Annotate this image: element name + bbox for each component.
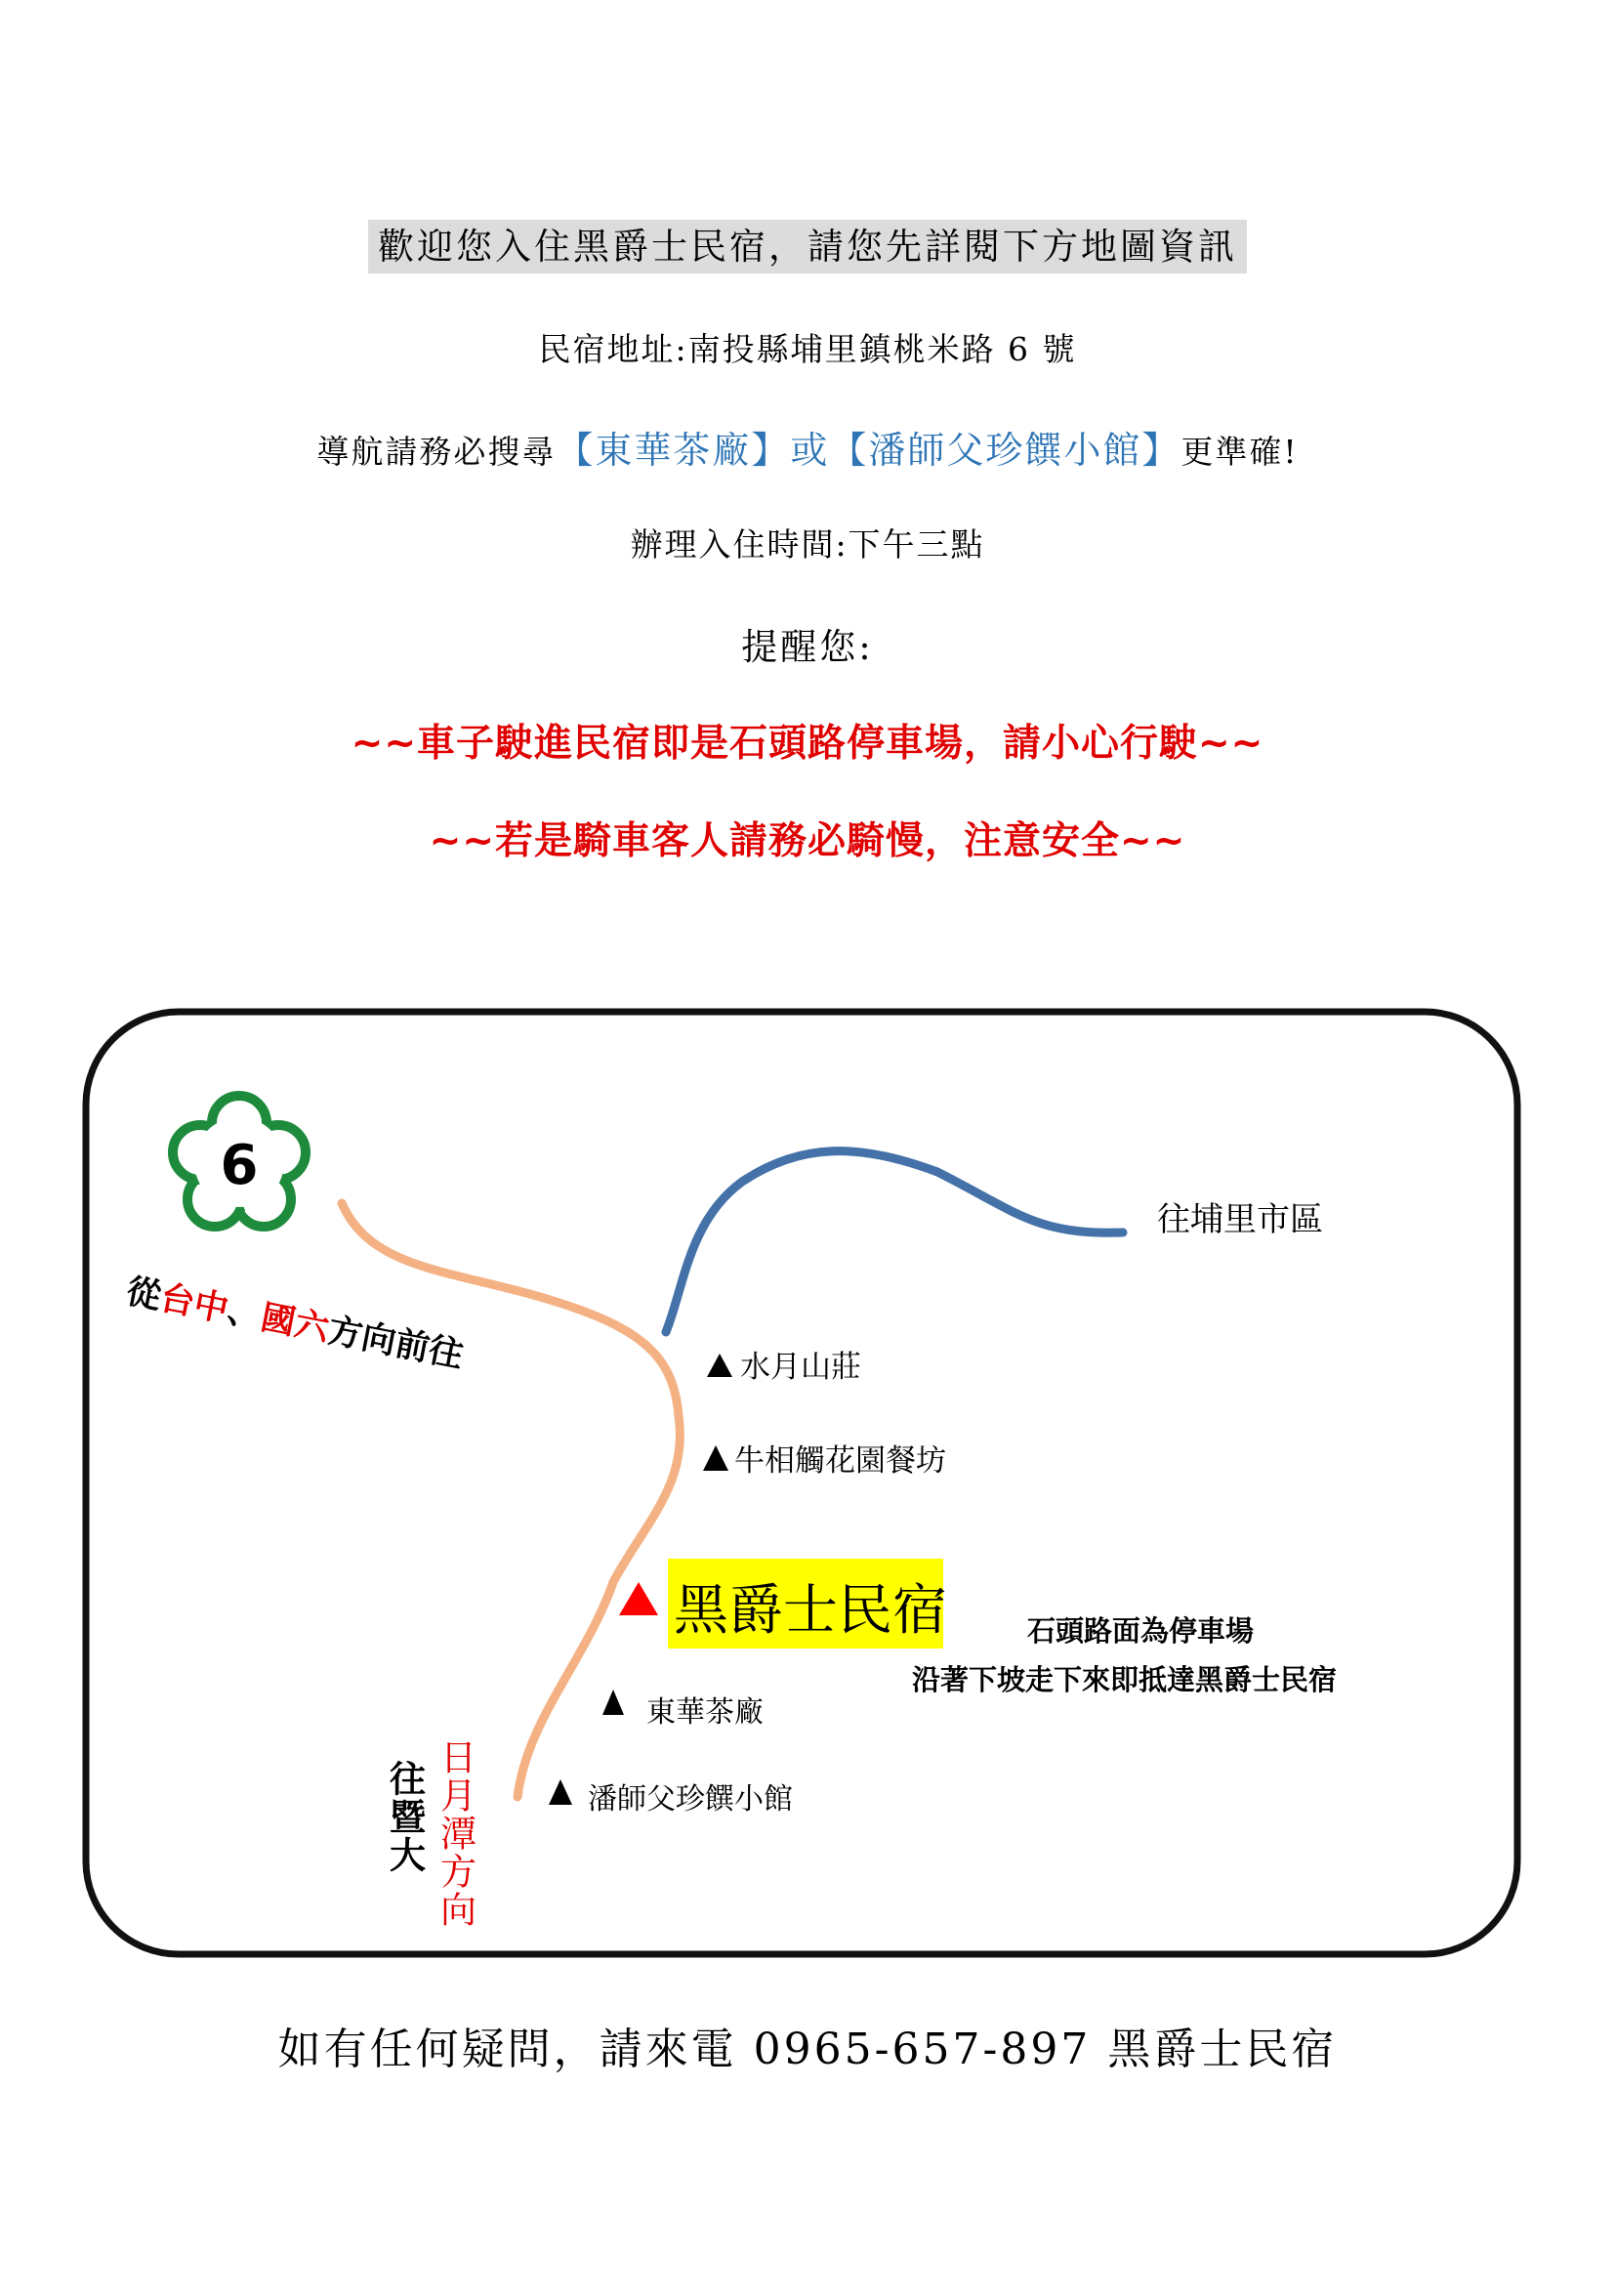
- nav-or: 或: [790, 429, 830, 472]
- bnb-marker-icon: [619, 1582, 658, 1615]
- from-taichung: 台中: [156, 1278, 232, 1330]
- parking-note-2: 沿著下坡走下來即抵達黑爵士民宿: [912, 1663, 1338, 1696]
- landmark-marker-icon: [703, 1445, 728, 1471]
- bnb-name: 黑爵士民宿: [674, 1579, 947, 1643]
- warning-parking: ~~車子駛進民宿即是石頭路停車場，請小心行駛~~: [351, 722, 1264, 766]
- landmark-donghua: 東華茶廠: [646, 1695, 764, 1730]
- checkin-time: 辦理入住時間:下午三點: [630, 525, 985, 564]
- to-puli-label: 往埔里市區: [1157, 1200, 1323, 1239]
- warning-motorbike: ~~若是騎車客人請務必騎慢，注意安全~~: [429, 819, 1186, 863]
- main-road: [342, 1203, 680, 1797]
- landmark-pan: 潘師父珍饌小館: [588, 1782, 793, 1816]
- nav-option-pan: 【潘師父珍饌小館】: [829, 429, 1181, 472]
- landmark-marker-icon: [602, 1690, 624, 1715]
- to-sunmoon-label: 日月潭方向: [434, 1738, 476, 1929]
- landmark-shuiyue: 水月山莊: [740, 1350, 861, 1385]
- landmark-niuxiang: 牛相觸花園餐坊: [734, 1443, 946, 1479]
- nav-option-donghua: 【東華茶廠】: [556, 429, 791, 472]
- to-jinan-label: 往暨大: [383, 1760, 426, 1874]
- highway-6-badge: [173, 1096, 306, 1227]
- welcome-text: 歡迎您入住黑爵士民宿，請您先詳閱下方地圖資訊: [368, 220, 1247, 273]
- nav-suffix: 更準確!: [1180, 433, 1299, 471]
- address-line: 民宿地址:南投縣埔里鎮桃米路 6 號: [538, 330, 1077, 368]
- from-highway: 國六: [257, 1298, 333, 1350]
- puli-road: [666, 1151, 1123, 1332]
- nav-prefix: 導航請務必搜尋: [316, 433, 557, 471]
- contact-line: 如有任何疑問，請來電 0965-657-897 黑爵士民宿: [277, 2025, 1338, 2074]
- from-suffix: 方向前往: [324, 1311, 467, 1376]
- parking-note-1: 石頭路面為停車場: [1027, 1614, 1255, 1648]
- reminder-heading: 提醒您:: [741, 626, 874, 668]
- from-sep: 、: [224, 1291, 266, 1337]
- landmark-marker-icon: [707, 1354, 732, 1377]
- from-prefix: 從: [123, 1272, 165, 1317]
- from-direction-label: [123, 1273, 466, 1376]
- landmark-marker-icon: [549, 1779, 572, 1805]
- highway-number: 6: [220, 1134, 259, 1197]
